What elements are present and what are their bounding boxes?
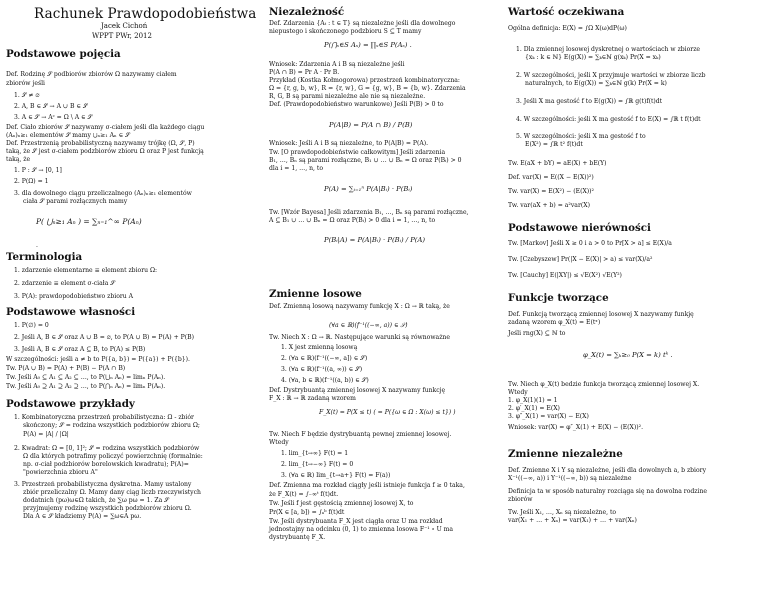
ev-item-1b: {xₖ : k ∈ ℕ} E(g(X)) = ∑ₖ∈ℕ g(xₖ) Pr(X = xₖ) (525, 54, 661, 61)
basics-item-1: 1. 𝒮 ≠ ∅ (14, 92, 40, 99)
basics-line-5: Def. Przestrzenią probabilistyczną nazywamy trójkę (Ω, 𝒮, P) (6, 140, 195, 147)
rv-line-10: Pr(X ∈ [a, b]) = ∫ₐᵇ f(t)dt (269, 509, 345, 516)
section-heading-terms: Terminologia (6, 251, 83, 263)
example-3-line-4: przyjmujemy rodzinę wszystkich podzbiorów zbioru Ω. (23, 505, 192, 512)
props-line-2: Tw. P(A ∪ B) = P(A) + P(B) − P(A ∩ B) (6, 365, 126, 372)
rv-item-3: 3. (∀a ∈ ℝ)(f⁻¹((a, ∞)) ∈ 𝒮) (281, 366, 363, 373)
chebyshev-inequality: Tw. [Czebyszew] Pr(|X − E(X)| > a) ≤ var(X)/a² (508, 256, 653, 263)
prob-axiom-1: 1. P : 𝒮 → [0, 1] (14, 167, 62, 174)
ev-item-4: 4. W szczególności: jeśli X ma gestość f to E(X) = ∫ℝ t f(t)dt (516, 116, 701, 123)
section-heading-random-variables: Zmienne losowe (269, 288, 362, 300)
cdf-formula: F_X(t) = P(X ≤ t) ( = P({ω ∈ Ω : X(ω) ≤ t}) ) (319, 409, 456, 416)
indep-line-14: A ⊆ B₁ ∪ … ∪ Bₙ = Ω oraz P(Bᵢ) > 0 dla i = 1, …, n, to (269, 217, 436, 224)
indep-line-6: Ω = {r, g, b, w}, R = {r, w}, G = {g, w}, B = {b, w}. Zdarzenia (269, 85, 466, 92)
indep-line-4: P(A ∩ B) = Pr A · Pr B. (269, 69, 340, 76)
ev-item-3: 3. Jeśli X ma gestość f to E(g(X)) = ∫ℝ g(t)f(t)dt (516, 98, 663, 105)
indep-line-3: Wniosek: Zdarzenia A i B są niezależne jeśli (269, 61, 405, 68)
basics-item-3: 3. A ∈ 𝒮 → Aᶜ = Ω \ A ∈ 𝒮 (14, 114, 93, 121)
gen-line-6: Wniosek: var(X) = φ″_X(1) + E(X) − (E(X))². (508, 424, 644, 431)
indep-line-8: Def. (Prawdopodobieństwo warunkowe) Jeśli P(B) > 0 to (269, 101, 444, 108)
indep-line-13: Tw. [Wzór Bayesa] Jeśli zdarzenia B₁, …, Bₙ są parami rozłączne, (269, 209, 469, 216)
rv-line-3: Def. Dystrybuantą zmiennej losowej X nazywamy funkcję (269, 387, 446, 394)
rv-item-4: 4. (∀a, b ∈ ℝ)(f⁻¹((a, b)) ∈ 𝒮) (281, 377, 369, 384)
measurability-formula: (∀a ∈ ℝ)(f⁻¹((−∞, a)) ∈ 𝒮) (329, 322, 408, 329)
ev-item-1a: 1. Dla zmiennej losowej dyskretnej o wartościach w zbiorze (516, 46, 701, 53)
cauchy-inequality: Tw. [Cauchy] E(|XY|) ≤ √E(X²) √E(Y²) (508, 272, 622, 279)
markov-inequality: Tw. [Markov] Jeśli X ≥ 0 i a > 0 to Pr[X > a] ≤ E(X)/a (508, 240, 672, 247)
cdf-property-2: 2. lim_{t→−∞} F(t) = 0 (281, 461, 354, 468)
example-1-line-1: 1. Kombinatoryczna przestrzeń probabilistyczna: Ω - zbiór (14, 414, 194, 421)
affiliation: WPPT PWr, 2012 (92, 32, 152, 40)
example-1-line-3: P(A) = |A| / |Ω| (23, 431, 69, 438)
author: Jacek Cichoń (101, 22, 148, 30)
basics-line-3: Def. Ciało zbiorów 𝒮 nazywamy σ-ciałem jeśli dla każdego ciągu (6, 124, 205, 131)
gen-item-2: 2. φ′_X(1) = E(X) (508, 405, 560, 412)
basics-item-2: 2. A, B ∈ 𝒮 → A ∪ B ∈ 𝒮 (14, 103, 88, 110)
indep-line-12: dla i = 1, …, n, to (269, 165, 323, 172)
example-2-line-1: 2. Kwadrat: Ω = [0, 1]²; 𝒮 = rodzina wszystkich podzbiorów (14, 445, 200, 452)
terms-item-1: 1. zdarzenie elementarne ≡ element zbioru Ω: (14, 267, 158, 274)
basics-end-dot: . (36, 242, 38, 249)
ev-variance-theorem: Tw. var(X) = E(X²) − (E(X))² (508, 188, 594, 195)
section-heading-independence: Niezależność (269, 6, 345, 18)
terms-item-2: 2. zdarzenie ≡ element σ-ciała 𝒮 (14, 280, 116, 287)
generating-function-formula: φ_X(t) = ∑ₖ≥₀ P(X = k) tᵏ . (583, 351, 673, 359)
indep-line-11: B₁, …, Bₙ są parami rozłączne, B₁ ∪ … ∪ Bₙ = Ω oraz P(Bᵢ) > 0 (269, 157, 462, 164)
section-heading-expected-value: Wartość oczekiwana (508, 6, 625, 18)
ev-item-2b: naturalnych, to E(g(X)) = ∑ₖ∈ℕ g(k) Pr(X = k) (525, 80, 667, 87)
total-probability-formula: P(A) = ∑ᵢ₌₁ⁿ P(A|Bᵢ) · P(Bᵢ) (324, 185, 413, 193)
gen-line-1: Def. Funkcją tworzącą zmiennej losowej X nazywamy funkję (508, 311, 694, 318)
section-heading-independent-variables: Zmienne niezależne (508, 448, 623, 460)
rv-line-8: że F_X(t) = ∫₋∞ᵗ f(t)dt. (269, 491, 339, 498)
example-2-line-2: Ω dla których potrafimy policzyć powierzchnię (formalnie: (23, 453, 203, 460)
basics-line-2: zbiorów jeśli (6, 80, 45, 87)
indrv-line-3: Definicja ta w sposób naturalny rozciąga się na dowolna rodzine (508, 488, 707, 495)
page-title: Rachunek Prawdopodobieństwa (34, 6, 257, 22)
example-1-line-2: skończony; 𝒮 = rodzina wszystkich podzbiorów zbioru Ω; (23, 422, 200, 429)
indrv-line-5: Tw. Jeśli X₁, …, Xₙ są niezależne, to (508, 509, 617, 516)
rv-line-7: Def. Zmienna ma rozkład ciągły jeśli istnieje funkcja f ≥ 0 taka, (269, 482, 465, 489)
independence-formula: P(⋂ₛ∈S Aₛ) = ∏ₛ∈S P(Aₛ) . (324, 41, 412, 49)
gen-item-1: 1. φ_X(1)(1) = 1 (508, 397, 558, 404)
cdf-property-1: 1. lim_{t→∞} F(t) = 1 (281, 450, 349, 457)
indep-line-7: R, G, B są parami niezależne ale nie są niezależne. (269, 93, 426, 100)
section-heading-properties: Podstawowe własności (6, 306, 136, 318)
basics-line-6: taką, że 𝒮 jest σ-ciałem podzbiorów zbioru Ω oraz P jest funkcją (6, 148, 204, 155)
prob-axiom-3-cont: ciała 𝒮 parami rozłącznych mamy (23, 198, 128, 205)
ev-general-definition: Ogólna definicja: E(X) = ∫Ω X(ω)dP(ω) (508, 25, 627, 32)
gen-line-4: Tw. Niech φ_X(t) bedzie funkcja tworzącą zmiennej losowej X. (508, 381, 700, 388)
ev-item-2a: 2. W szczególności, jeśli X przyjmuje wartości w zbiorze liczb (516, 72, 706, 79)
basics-line-1: Def. Rodzinę 𝒮 podbiorów zbiorów Ω nazywamy ciałem (6, 71, 177, 78)
ev-variance-scaling: Tw. var(aX + b) = a²var(X) (508, 202, 590, 209)
rv-line-13: dystrybuantę F_X. (269, 534, 326, 541)
example-2-line-4: "powierzchnia zbioru A" (23, 469, 98, 476)
props-item-3: 3. Jeśli A, B ∈ 𝒮 oraz A ⊆ B, to P(A) ≤ P(B) (14, 346, 146, 353)
rv-line-5: Tw. Niech F będzie dystrybuantą pewnej zmiennej losowej. (269, 431, 452, 438)
sigma-additivity-formula: P( ⋃ₙ≥₁ Aₙ ) = ∑ₙ₌₁^∞ P(Aₙ) (36, 217, 142, 226)
conditional-probability-formula: P(A|B) = P(A ∩ B) / P(B) (329, 121, 413, 129)
bayes-formula: P(Bᵢ|A) = P(A|Bᵢ) · P(Bᵢ) / P(A) (324, 236, 426, 244)
indep-line-5: Przykład (Kostka Kołmogorowa) przestrzeń kombinatoryczna: (269, 77, 460, 84)
ev-theorem-linearity: Tw. E(aX + bY) = aE(X) + bE(Y) (508, 160, 607, 167)
indep-line-9: Wniosek: Jeśli A i B są niezależne, to P(A|B) = P(A). (269, 140, 429, 147)
example-3-line-1: 3. Przestrzeń probabilistyczna dyskretna. Mamy ustalony (14, 481, 192, 488)
basics-line-7: taką, że (6, 156, 31, 163)
example-3-line-2: zbiór przeliczalny Ω. Mamy dany ciąg liczb rzeczywistych (23, 489, 201, 496)
indrv-line-6: var(X₁ + … + Xₙ) = var(X₁) + … + var(Xₙ) (508, 517, 637, 524)
rv-line-11: Tw. Jeśli dystrybuanta F_X jest ciągła oraz U ma rozkład (269, 518, 443, 525)
rv-line-6: Wtedy (269, 439, 289, 446)
ev-item-5a: 5. W szczególności: jeśli X ma gestość f to (516, 133, 646, 140)
indrv-line-2: X⁻¹((−∞, a)) i Y⁻¹((−∞, b)) są niezależne (508, 475, 632, 482)
prob-axiom-3: 3. dla dowolnego ciągu przeliczalnego (Aₙ)ₙ≥₁ elementów (14, 190, 192, 197)
gen-line-5: Wtedy (508, 389, 528, 396)
rv-line-4: F_X : ℝ → ℝ zadaną wzorem (269, 395, 356, 402)
rv-item-1: 1. X jest zmienną losową (281, 344, 358, 351)
section-heading-generating-functions: Funkcje tworzące (508, 292, 609, 304)
rv-line-9: Tw. Jeśli f jest gęstością zmiennej losowej X, to (269, 500, 414, 507)
section-heading-inequalities: Podstawowe nierówności (508, 222, 651, 234)
rv-line-12: jednostajny na odcinku (0, 1) to zmienna losowa F⁻¹ ∘ U ma (269, 526, 454, 533)
prob-axiom-2: 2. P(Ω) = 1 (14, 178, 49, 185)
indrv-line-4: zbiorów (508, 496, 533, 503)
example-3-line-3: dodatnich (pω)ω∈Ω takich, że ∑ω pω = 1. Za 𝒮 (23, 497, 169, 504)
terms-item-3: 3. P(A): prawdopodobieństwo zbioru A (14, 293, 134, 300)
gen-line-2: zadaną wzorem φ_X(t) = E(tˣ) (508, 319, 601, 326)
example-3-line-5: Dla A ∈ 𝒮 kładziemy P(A) = ∑ω∈A pω. (23, 513, 142, 520)
indrv-line-1: Def. Zmienne X i Y są niezależne, jeśli dla dowolnych a, b zbiory (508, 467, 707, 474)
indep-line-10: Tw. [O prawdopodobieństwie całkowitym] Jeśli zdarzenia (269, 149, 446, 156)
props-line-3: Tw. Jeśli A₀ ⊆ A₁ ⊆ A₂ ⊆ …, to P(⋃ₙ Aₙ) = limₙ P(Aₙ). (6, 374, 166, 381)
props-line-1: W szczególności: jeśli a ≠ b to P({a, b}) = P({a}) + P({b}). (6, 356, 190, 363)
gen-line-3: Jeśli rng(X) ⊆ ℕ to (508, 330, 566, 337)
example-2-line-3: np. σ-ciał podzbiorów borelowskich kwadratu); P(A)= (23, 461, 189, 468)
rv-line-2: Tw. Niech X : Ω → ℝ. Następujące warunki są równoważne (269, 334, 450, 341)
ev-item-5b: E(X²) = ∫ℝ t² f(t)dt (525, 141, 583, 148)
indep-line-1: Def. Zdarzenia {Aₜ : t ∈ T} są niezależne jeśli dla dowolnego (269, 20, 456, 27)
section-heading-examples: Podstawowe przykłady (6, 398, 135, 410)
props-item-1: 1. P(∅) = 0 (14, 322, 49, 329)
gen-item-3: 3. φ″_X(1) = var(X) − E(X) (508, 413, 589, 420)
rv-item-2: 2. (∀a ∈ ℝ)(f⁻¹((−∞, a]) ∈ 𝒮) (281, 355, 368, 362)
ev-variance-definition: Def. var(X) = E((X − E(X))²) (508, 174, 594, 181)
cdf-property-3: 3. (∀a ∈ ℝ) lim_{t→a+} F(t) = F(a)) (281, 472, 391, 479)
indep-line-2: niepustego i skończonego podzbioru S ⊆ T mamy (269, 28, 422, 35)
props-item-2: 2. Jeśli A, B ∈ 𝒮 oraz A ∪ B = ∅, to P(A ∪ B) = P(A) + P(B) (14, 334, 194, 341)
basics-line-4: (Aₙ)ₙ≥₁ elementów 𝒮 mamy ⋃ₙ≥₁ Aₙ ∈ 𝒮 (6, 132, 130, 139)
rv-line-1: Def. Zmienną losową nazywamy funkcję X : Ω → ℝ taką, że (269, 303, 450, 310)
section-heading-basics: Podstawowe pojęcia (6, 48, 121, 60)
props-line-4: Tw. Jeśli A₀ ⊇ A₁ ⊇ A₂ ⊇ …, to P(⋂ₙ Aₙ) = limₙ P(Aₙ). (6, 383, 166, 390)
